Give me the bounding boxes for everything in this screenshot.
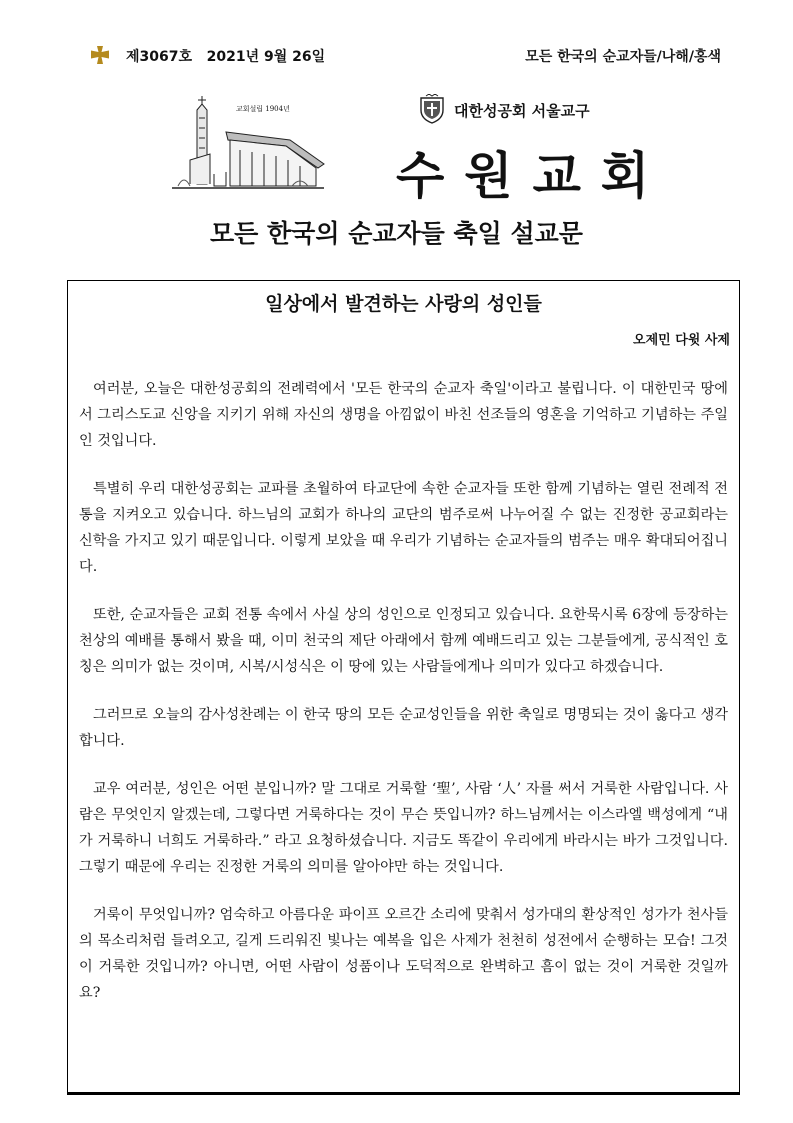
cross-icon bbox=[90, 45, 110, 65]
preacher-name: 오제민 다윗 사제 bbox=[633, 333, 730, 348]
sermon-box bbox=[67, 280, 740, 1095]
paragraph: 그러므로 오늘의 감사성찬례는 이 한국 땅의 모든 순교성인들을 위한 축일로 명명되는 것이 옳다고 생각합니다. bbox=[79, 707, 728, 749]
paragraph: 거룩이 무엇입니까? 엄숙하고 아름다운 파이프 오르간 소리에 맞춰서 성가대의 환상적인 성가가 천사들의 목소리처럼 들려오고, 길게 드리워진 빛나는 예복을 입은 사제가 천천히 성전에서 순행하는 모습! 그것이 거룩한 것입니까? 아니면, 어떤 사람이 성품이나 도덕적으로 완벽하고 흠이 없는 것이 거룩한 것일까요? bbox=[79, 907, 728, 1001]
document-title: 모든 한국의 순교자들 축일 설교문 bbox=[210, 219, 583, 248]
liturgical-day: 모든 한국의 순교자들/나해/홍색 bbox=[525, 49, 721, 65]
church-name: 수원교회 bbox=[396, 147, 670, 205]
sermon-title: 일상에서 발견하는 사랑의 성인들 bbox=[265, 293, 542, 315]
diocese-seal-icon bbox=[418, 94, 446, 124]
founding-text: 교회설립 1904년 bbox=[236, 105, 290, 113]
paragraph: 여러분, 오늘은 대한성공회의 전례력에서 '모든 한국의 순교자 축일'이라고 불립니다. 이 대한민국 땅에서 그리스도교 신앙을 지키기 위해 자신의 생명을 아낌없이 바친 선조들의 영혼을 기억하고 기념하는 주일인 것입니다. bbox=[79, 381, 728, 449]
paragraph: 교우 여러분, 성인은 어떤 분입니까? 말 그대로 거룩할 ‘聖’, 사람 ‘人’ 자를 써서 거룩한 사람입니다. 사람은 무엇인지 알겠는데, 그렇다면 거룩하다는 것이 무슨 뜻입니까? 하느님께서는 이스라엘 백성에게 “내가 거룩하니 너희도 거룩하라.” 라고 요청하셨습니다. 지금도 똑같이 우리에게 바라시는 바가 그것입니다. 그렇기 때문에 우리는 진정한 거룩의 의미를 알아야만 하는 것입니다. bbox=[79, 781, 728, 875]
church-logo bbox=[168, 94, 328, 194]
issue-info: 제3067호 2021년 9월 26일 bbox=[126, 49, 326, 65]
paragraph: 또한, 순교자들은 교회 전통 속에서 사실 상의 성인으로 인정되고 있습니다. 요한묵시록 6장에 등장하는 천상의 예배를 통해서 봤을 때, 이미 천국의 제단 아래에서 함께 예배드리고 있는 그분들에게, 공식적인 호칭은 의미가 없는 것이며, 시복/시성식은 이 땅에 있는 사람들에게나 의미가 있다고 하겠습니다. bbox=[79, 607, 728, 675]
diocese-name: 대한성공회 서울교구 bbox=[454, 102, 590, 120]
paragraph: 특별히 우리 대한성공회는 교파를 초월하여 타교단에 속한 순교자들 또한 함께 기념하는 열린 전례적 전통을 지켜오고 있습니다. 하느님의 교회가 하나의 교단의 범주로써 나누어질 수 없는 진정한 공교회라는 신학을 가지고 있기 때문입니다. 이렇게 보았을 때 우리가 기념하는 순교자들의 범주는 매우 확대되어집니다. bbox=[79, 481, 728, 575]
page-header bbox=[90, 44, 721, 68]
sermon-body bbox=[79, 376, 728, 1028]
